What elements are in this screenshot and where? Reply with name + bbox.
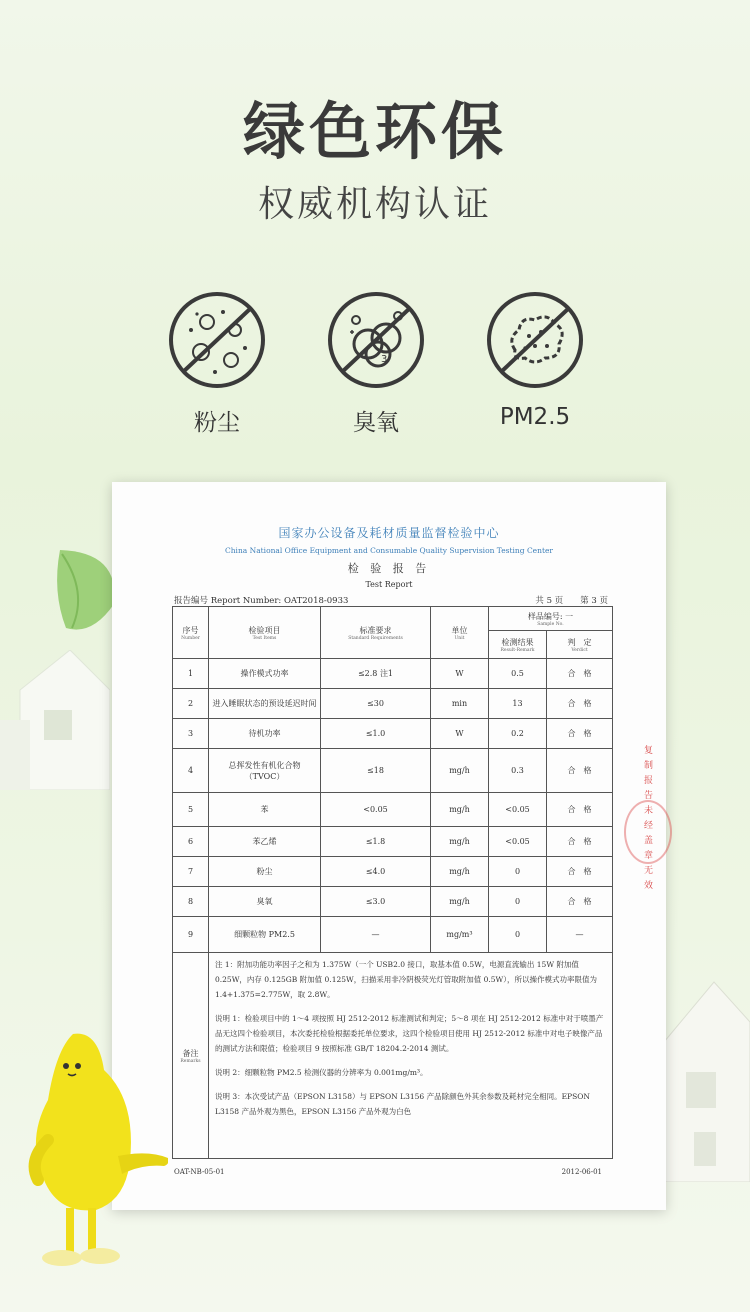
page-title: 绿色环保 (242, 95, 507, 168)
table-row: 3 待机功率 ≤1.0 W 0.2 合 格 (173, 719, 613, 749)
table-row: 1 操作模式功率 ≤2.8 注1 W 0.5 合 格 (173, 659, 613, 689)
col-test-items: 检验项目 Test Items (209, 607, 321, 659)
remarks-label: 备注 Remarks (173, 953, 209, 1159)
feature-label: 粉尘 (194, 410, 240, 436)
ozone-icon (326, 290, 426, 390)
form-code: OAT-NB-05-01 (174, 1168, 225, 1176)
col-standard: 标准要求 Standard Requirements (321, 607, 431, 659)
col-sample: 样品编号: 一 Sample No. (489, 607, 613, 631)
report-number: 报告编号 Report Number: OAT2018-0933 (174, 596, 349, 606)
pm25-icon (485, 290, 585, 390)
page-count: 共 5 页 第 3 页 (535, 596, 608, 606)
table-row: 9 细颗粒物 PM2.5 — mg/m³ 0 — (173, 917, 613, 953)
page-subtitle: 权威机构认证 (257, 184, 492, 225)
feature-dust (162, 290, 272, 437)
table-row: 7 粉尘 ≤4.0 mg/h 0 合 格 (173, 857, 613, 887)
col-unit: 单位 Unit (431, 607, 489, 659)
copy-stamp-text: 复制报告未经盖章无效 (644, 746, 654, 891)
feature-label: PM2.5 (499, 404, 571, 430)
col-result: 检测结果 Result-Remark (489, 631, 547, 659)
table-row: 4 总挥发性有机化合物（TVOC） ≤18 mg/h 0.3 合 格 (173, 749, 613, 793)
table-row: 2 进入睡眠状态的预设延迟时间 ≤30 min 13 合 格 (173, 689, 613, 719)
table-header-row (173, 607, 613, 631)
table-row: 5 苯 <0.05 mg/h <0.05 合 格 (173, 793, 613, 827)
feature-label: 臭氧 (353, 410, 399, 436)
table-row: 6 苯乙烯 ≤1.8 mg/h <0.05 合 格 (173, 827, 613, 857)
results-table (172, 606, 613, 1159)
dust-icon (167, 290, 267, 390)
remarks-row (173, 953, 613, 1159)
house-icon (654, 972, 750, 1182)
col-number: 序号 Number (173, 607, 209, 659)
svg-text:3: 3 (381, 354, 388, 365)
org-name-cn: 国家办公设备及耗材质量监督检验中心 (278, 526, 500, 540)
remarks-text: 注 1：附加功能功率因子之和为 1.375W（一个 USB2.0 接口，取基本值 0.5W，电源直流输出 15W 附加值 0.25W，内存 0.125GB 附加值 0.125W，扫描采用非冷阴极荧光灯管取附加值 0.5W），所以操作模式功率限值为 1.4+1.375=2.775W，取 2.8W。 说明 1：检验项目中的 1～4 项按照 HJ 2512-2012 标准测试和判定；5～8 项在 HJ 2512-2012 标准中对于喷墨产品无这四个检验项目，本次委托检验根据委托单位要求，这四个检验项目使用 HJ 2512-2012 标准中对电子映像产品的测试方法和限值；检验项目 9 按照标准 GB/T 18204.2-2014 测试。 说明 2：细颗粒物 PM2.5 检测仪器的分辨率为 0.001mg/m³。 说明 3：本次受试产品（EPSON L3158）与 EPSON L3156 产品除颜色外其余参数及耗材完全相同。EPSON L3158 产品外观为黑色，EPSON L3156 产品外观为白色 (209, 953, 613, 1159)
form-date: 2012-06-01 (561, 1168, 602, 1176)
table-row: 8 臭氧 ≤3.0 mg/h 0 合 格 (173, 887, 613, 917)
report-title-en: Test Report (365, 580, 413, 589)
test-report-document (112, 482, 666, 1210)
org-name-en: China National Office Equipment and Consumable Quality Supervision Testing Center (224, 546, 553, 555)
report-title-cn: 检 验 报 告 (347, 562, 431, 575)
col-verdict: 判 定 Verdict (547, 631, 613, 659)
mascot-figure (18, 1030, 168, 1275)
house-icon (0, 650, 110, 790)
feature-ozone (321, 290, 431, 437)
feature-pm25 (480, 290, 590, 430)
